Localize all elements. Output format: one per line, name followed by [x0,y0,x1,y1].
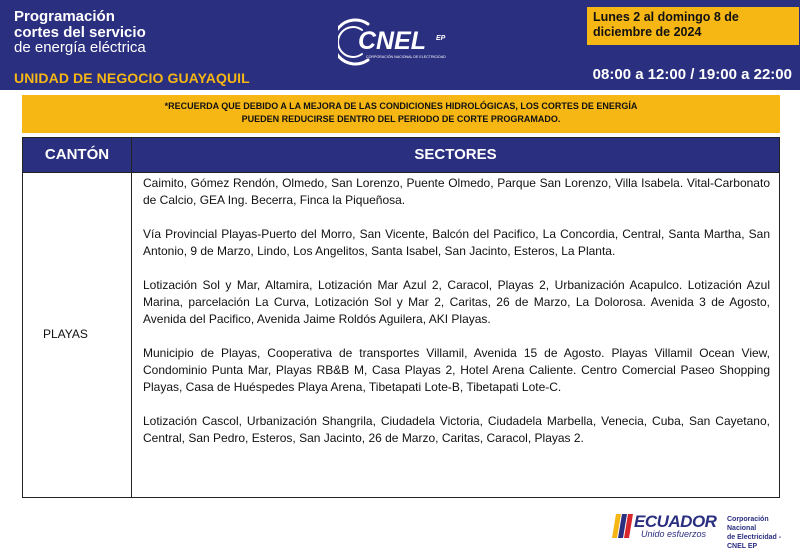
corp-line-1: Corporación Nacional [727,516,769,532]
sector-group: Caimito, Gómez Rendón, Olmedo, San Lorenzo, Puente Olmedo, Parque San Lorenzo, Villa Isabela. Vital-Carbonato de Calcio, GEA Ing. Becerra, Finca la Piqueñosa. [143,176,770,207]
logo-caption: CORPORACIÓN NACIONAL DE ELECTRICIDAD [366,55,446,59]
header-sectores: SECTORES [132,138,779,172]
title-line-3: de energía eléctrica [14,39,146,56]
logo-text: CNEL [358,27,427,55]
ecuador-tagline: Unido esfuerzos [641,529,707,539]
notice-line-1: *RECUERDA QUE DEBIDO A LA MEJORA DE LAS CONDICIONES HIDROLÓGICAS, LOS CORTES DE ENERGÍA [164,101,638,111]
sectors-cell [143,175,770,464]
title-line-1: Programación [14,8,115,25]
date-range-box: Lunes 2 al domingo 8 de diciembre de 2024 [587,7,799,45]
header-title [14,9,214,56]
notice-banner [22,95,780,133]
ecuador-footer-logo [612,512,792,550]
cnel-logo [338,16,473,68]
sector-group: Vía Provincial Playas-Puerto del Morro, San Vicente, Balcón del Pacifico, La Concordia, Central, Santa Martha, San Antonio, 9 de Marzo, Lindo, Los Angelitos, Santa Isabel, San Jacinto, Esteros, La Planta. [143,227,770,258]
sector-group: Municipio de Playas, Cooperativa de transportes Villamil, Avenida 15 de Agosto. Playas Villamil Ocean View, Condominio Punta Mar, Playas RB&B M, Casa Playas 2, Hotel Arena Caliente. Centro Comercial Paseo Shopping Playas, Casa de Huéspedes Playa Arena, Tibetapati Lote-B, Tibetapati Lote-C. [143,346,770,394]
ecuador-wordmark: ECUADOR [634,512,717,531]
sector-group: Lotización Sol y Mar, Altamira, Lotización Mar Azul 2, Caracol, Playas 2, Urbanización Acapulco. Lotización Azul Marina, parcelación La Curva, Lotización Sol y Mar 2, Caritas, 26 de Marzo, La Dolorosa. Avenida 3 de Agosto, Avenida del Pacifico, Avenida Jaime Roldós Aguilera, AKI Playas. [143,278,770,326]
header-banner [0,0,800,90]
schedule-hours: 08:00 a 12:00 / 19:00 a 22:00 [592,66,792,83]
outage-table [22,137,780,498]
column-divider [131,138,132,497]
header-divider [23,172,779,173]
notice-line-2: PUEDEN REDUCIRSE DENTRO DEL PERIODO DE CORTE PROGRAMADO. [241,114,561,124]
logo-suffix: EP [436,35,446,42]
header-canton: CANTÓN [23,138,131,172]
canton-cell: PLAYAS [43,327,88,341]
business-unit-label: UNIDAD DE NEGOCIO GUAYAQUIL [14,70,250,86]
flag-stripes-icon [612,514,634,538]
title-line-2: cortes del servicio [14,23,146,41]
corporation-name [727,515,792,551]
sector-group: Lotización Cascol, Urbanización Shangrila, Ciudadela Victoria, Ciudadela Marbella, Venecia, Cuba, San Cayetano, Central, San Pedro, Esteros, San Jacinto, 26 de Marzo, Caritas, Caracol, Playas 2. [143,414,770,445]
corp-line-2: de Electricidad - CNEL EP [727,534,782,550]
